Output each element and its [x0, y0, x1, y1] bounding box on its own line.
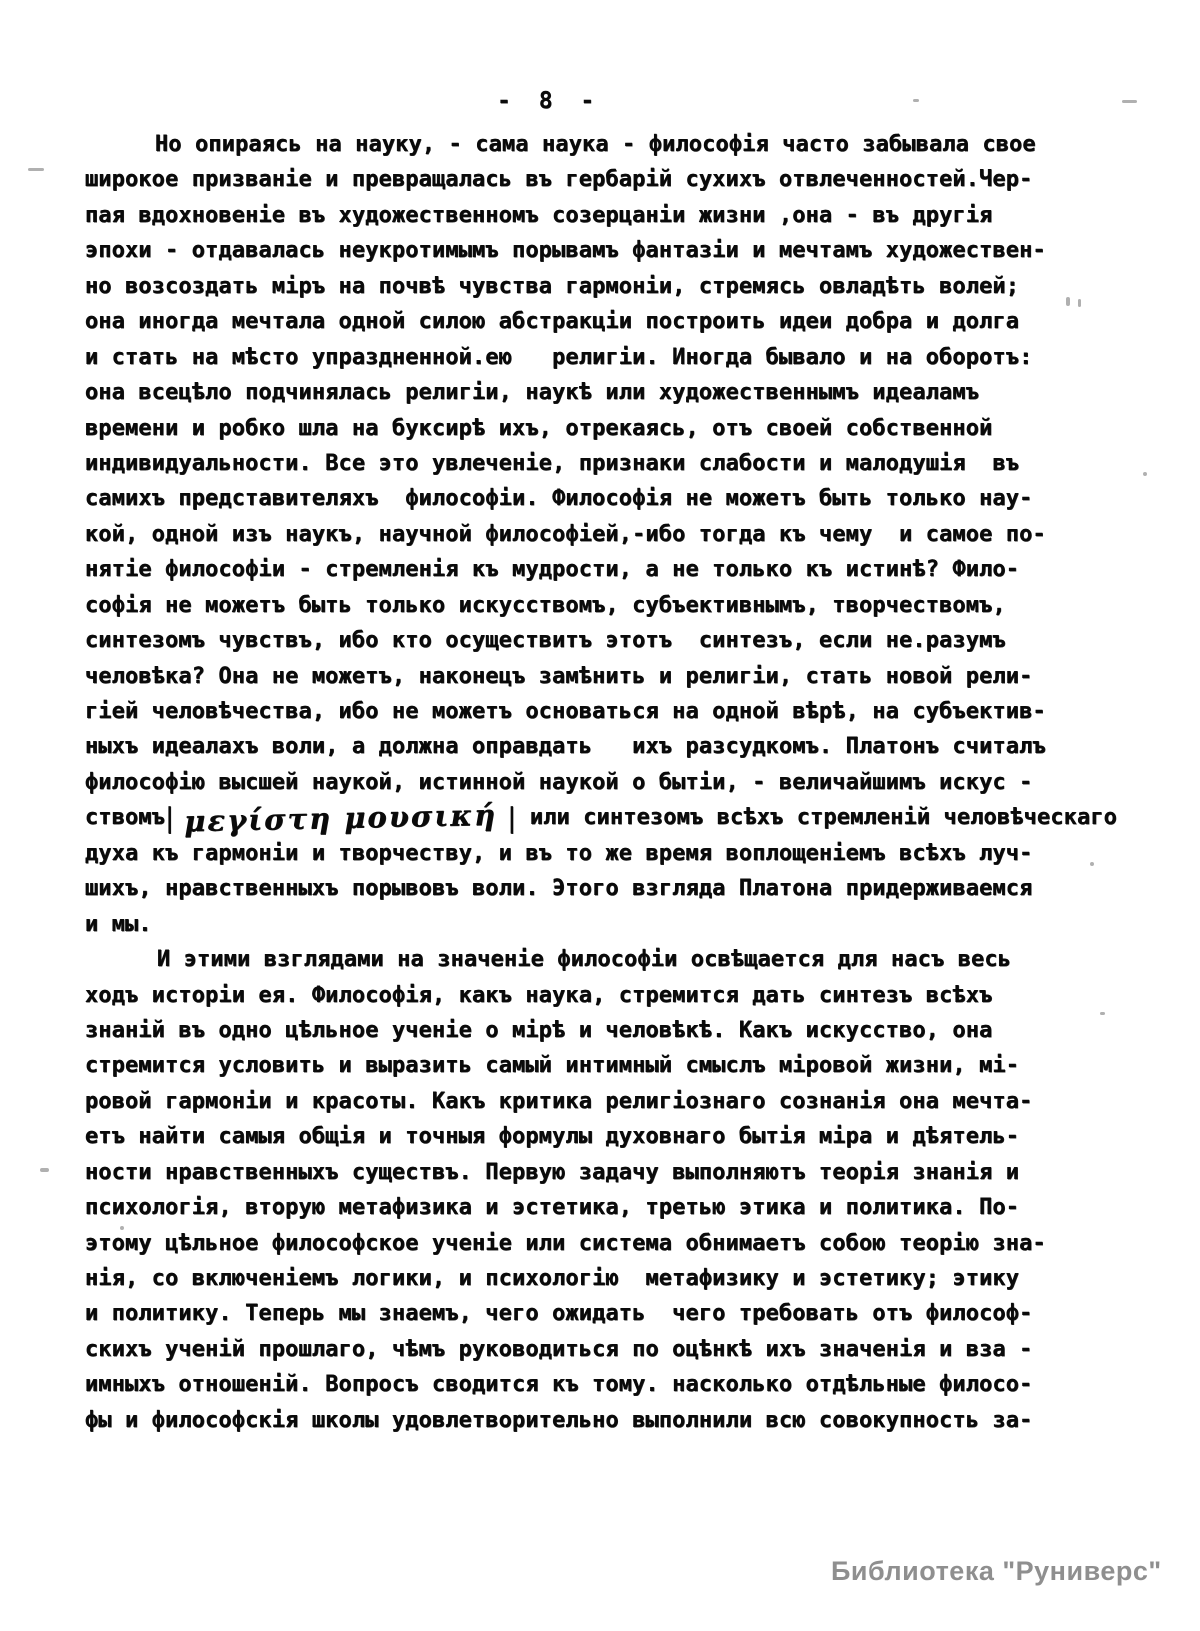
- text-line: нія, со включеніемъ логики, и психологію метафизику и эстетику; этику: [85, 1266, 1020, 1291]
- text-line: етъ найти самыя общія и точныя формулы духовнаго бытія міра и дѣятель-: [85, 1124, 1020, 1150]
- annotation-bar-icon: |: [507, 803, 517, 835]
- scan-noise: [1090, 862, 1094, 866]
- text-line: и мы.: [85, 911, 152, 937]
- typed-text: ствомъ: [85, 805, 166, 831]
- text-line: нятіе философіи - стремленія къ мудрости, а не только къ истинѣ? Фило-: [85, 557, 1020, 583]
- handwritten-greek-phrase: μεγίστη μουσική: [183, 798, 498, 839]
- text-line: эпохи - отдавалась неукротимымъ порывамъ фантазіи и мечтамъ художествен-: [85, 238, 1046, 264]
- scan-noise: [1143, 472, 1147, 476]
- text-line: духа къ гармоніи и творчеству, и въ то же время воплощеніемъ всѣхъ луч-: [85, 840, 1033, 866]
- text-line: стремится условить и выразить самый интимный смыслъ міровой жизни, мі-: [85, 1053, 1020, 1079]
- text-line: И этими взглядами на значеніе философіи освѣщается для насъ весь: [157, 947, 1012, 973]
- scan-noise: [913, 99, 919, 102]
- text-line: самихъ представителяхъ философіи. Философія не можетъ быть только нау-: [85, 486, 1033, 512]
- text-line: Но опираясь на науку, - сама наука - философія часто забывала свое: [155, 132, 1036, 157]
- text-line: ности нравственныхъ существъ. Первую задачу выполняютъ теорія знанія и: [85, 1159, 1020, 1185]
- scan-noise: [1078, 299, 1081, 307]
- scan-noise: [1100, 1012, 1105, 1015]
- text-line: но возсоздать міръ на почвѣ чувства гармоніи, стремясь овладѣть волей;: [85, 273, 1020, 299]
- text-line: и политику. Теперь мы знаемъ, чего ожидать чего требовать отъ философ-: [85, 1301, 1033, 1327]
- text-line: и стать на мѣсто упраздненной.ею религіи. Иногда бывало и на оборотъ:: [85, 344, 1033, 370]
- text-line: имныхъ отношеній. Вопросъ сводится къ тому. насколько отдѣльные филосо-: [85, 1372, 1033, 1398]
- text-line: фы и философскія школы удовлетворительно выполнили всю совокупность за-: [85, 1407, 1033, 1433]
- text-line: ровой гармоніи и красоты. Какъ критика религіознаго сознанія она мечта-: [85, 1088, 1033, 1114]
- text-body: [85, 127, 1118, 1438]
- text-line: индивидуальности. Все это увлеченіе, признаки слабости и малодушія въ: [85, 450, 1020, 476]
- library-watermark: Библиотека "Руниверс": [831, 1556, 1162, 1586]
- text-line-with-handwritten-annotation: [85, 798, 1118, 839]
- text-line: человѣка? Она не можетъ, наконецъ замѣнить и религіи, стать новой рели-: [85, 663, 1033, 689]
- text-line: этому цѣльное философское ученіе или система обнимаетъ собою теорію зна-: [85, 1230, 1046, 1256]
- text-line: гіей человѣчества, ибо не можетъ основаться на одной вѣрѣ, на субъектив-: [85, 699, 1046, 724]
- scan-noise: [40, 1168, 49, 1172]
- text-line: знаній въ одно цѣльное ученіе о мірѣ и человѣкѣ. Какъ искусство, она: [85, 1017, 993, 1043]
- text-line: она иногда мечтала одной силою абстракціи построить идеи добра и долга: [85, 309, 1020, 335]
- text-line: софія не можетъ быть только искусствомъ, субъективнымъ, творчествомъ,: [85, 592, 1006, 618]
- text-line: синтезомъ чувствъ, ибо кто осуществитъ этотъ синтезъ, если не.разумъ: [85, 628, 1006, 654]
- typed-text: или синтезомъ всѣхъ стремленій человѣческаго: [516, 805, 1118, 831]
- scan-noise: [120, 1226, 124, 1230]
- scan-noise: [28, 168, 44, 171]
- text-line: широкое призваніе и превращалась въ гербарій сухихъ отвлеченностей.Чер-: [85, 167, 1033, 193]
- page-number: - 8 -: [497, 88, 602, 114]
- text-line: шихъ, нравственныхъ порывовъ воли. Этого взгляда Платона придерживаемся: [85, 876, 1033, 902]
- text-line: ходъ исторіи ея. Философія, какъ наука, стремится дать синтезъ всѣхъ: [85, 982, 993, 1008]
- scan-noise: [1066, 297, 1070, 306]
- text-line: скихъ ученій прошлаго, чѣмъ руководиться по оцѣнкѣ ихъ значенія и вза -: [85, 1336, 1033, 1362]
- text-line: она всецѣло подчинялась религіи, наукѣ или художественнымъ идеаламъ: [85, 380, 980, 406]
- text-line: пая вдохновеніе въ художественномъ созерцаніи жизни ,она - въ другія: [85, 202, 993, 228]
- text-line: ныхъ идеалахъ воли, а должна оправдать ихъ разсудкомъ. Платонъ считалъ: [85, 734, 1046, 760]
- text-line: философію высшей наукой, истинной наукой о бытіи, - величайшимъ искус -: [85, 769, 1033, 795]
- scan-noise: [1122, 100, 1137, 103]
- annotation-bar-icon: |: [165, 803, 175, 835]
- text-line: кой, одной изъ наукъ, научной философіей,-ибо тогда къ чему и самое по-: [85, 521, 1046, 547]
- text-line: психологія, вторую метафизика и эстетика, третью этика и политика. По-: [85, 1195, 1020, 1221]
- text-line: времени и робко шла на буксирѣ ихъ, отрекаясь, отъ своей собственной: [85, 415, 993, 441]
